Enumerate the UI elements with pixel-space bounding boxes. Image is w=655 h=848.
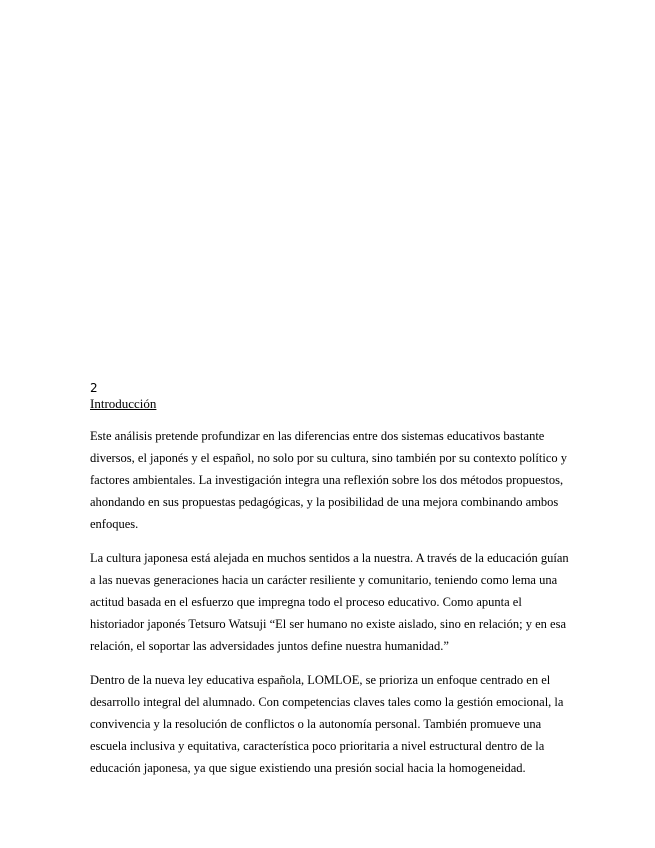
section-title: Introducción [90, 396, 157, 411]
paragraph-lomloe: Dentro de la nueva ley educativa española, LOMLOE, se prioriza un enfoque centrado en el desarrollo integral del alumnado. Con competencias claves tales como la gestión emocional, la convivencia y la resolución de conflictos o la autonomía personal. También promueve una escuela inclusiva y equitativa, característica poco prioritaria a nivel estructural dentro de la educación japonesa, ya que sigue existiendo una presión social hacia la homogeneidad. [90, 673, 564, 775]
page-number: 2 [90, 381, 98, 395]
paragraph-japanese-culture: La cultura japonesa está alejada en muchos sentidos a la nuestra. A través de la educación guían a las nuevas generaciones hacia un carácter resiliente y comunitario, teniendo como lema una actitud basada en el esfuerzo que impregna todo el proceso educativo. Como apunta el historiador japonés Tetsuro Watsuji “El ser humano no existe aislado, sino en relación; y en esa relación, el soportar las adversidades juntos define nuestra humanidad.” [90, 551, 569, 653]
paragraph-intro: Este análisis pretende profundizar en las diferencias entre dos sistemas educativos bastante diversos, el japonés y el español, no solo por su cultura, sino también por su contexto político y factores ambientales. La investigación integra una reflexión sobre los dos métodos propuestos, ahondando en sus propuestas pedagógicas, y la posibilidad de una mejora combinando ambos enfoques. [90, 429, 568, 531]
